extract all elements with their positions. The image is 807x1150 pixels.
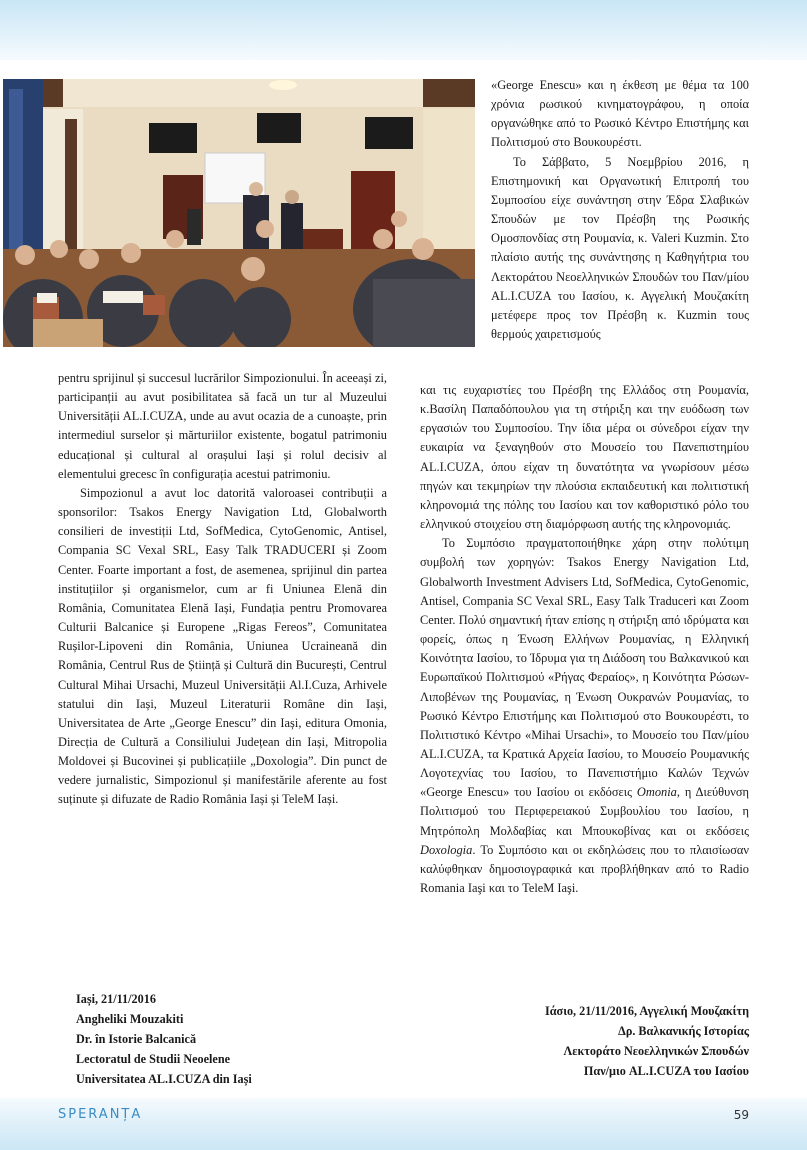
left-paragraph-1: pentru sprijinul și succesul lucrărilor Simpozionului. În aceeași zi, participanții au avut posibilitatea să facă un tur al Muzeului Universității AL.I.CUZA, unde au avut ocazia de a cunoaște, prin intermediul surselor și mărturiilor existente, bogatul patrimoniu educațional și cultural al orașului Iași și rolul decisiv al elementului grecesc în configurația acestui patrimoniu. (58, 371, 387, 481)
signature-left-line-2: Angheliki Mouzakiti (76, 1012, 184, 1026)
signature-left-line-1: Iași, 21/11/2016 (76, 992, 156, 1006)
right-paragraph-3-c: . Το Συμπόσιο και οι εκδηλώσεις που το πλαισίωσαν καλύφθηκαν δημοσιογραφικά και προβλήθηκαν από το Radio Romania Iaşi και το TeleM Iaşi. (420, 842, 749, 896)
signature-right-line-4: Παν/μιο AL.I.CUZA του Ιασίου (583, 1064, 749, 1078)
signature-left-line-3: Dr. în Istorie Balcanică (76, 1032, 197, 1046)
conference-photo (3, 79, 475, 347)
publisher-doxologia: Doxologia (420, 842, 473, 857)
right-paragraph-2-rest: και τις ευχαριστίες του Πρέσβη της Ελλάδος στη Ρουμανία, κ.Βασίλη Παπαδόπουλου για τη στήριξη και την ευόδωση των εργασιών του Συμποσίου. Την ίδια μέρα οι σύνεδροι είχαν την ευκαιρία να ξεναγηθούν στο Μουσείο του Πανεπιστημίου AL.I.CUZA, όπου είχαν τη δυνατότητα να γνωρίσουν μέσω πηγών και τεκμηρίων την πλούσια εκπαιδευτική και πολιτιστική κληρονομιά της πόλης του Ιασίου και τον καθοριστικό ρόλο του ελληνικού στοιχείου στη διαμόρφωση αυτής της κληρονομιάς. (420, 383, 749, 532)
header-band (0, 0, 807, 60)
left-paragraph-2: Simpozionul a avut loc datorită valoroasei contribuții a sponsorilor: Tsakos Energy Navigation Ltd, Globalworth consilieri de investiții Ltd, SofMedica, CytoGenomic, Antisel, Compania SC Vexal SRL, Easy Talk TRADUCERI și Zoom Center. Foarte important a fost, de asemenea, sprijinul din partea instituțiilor și organismelor, cum ar fi Uniunea Elenă din România, Comunitatea Elenă Iași, Fundația pentru Promovarea Culturii Balcanice și Europene „Rigas Fereos”, Comunitatea Rușilor-Lipoveni din România, Uniunea Ucraineană din România, Centrul Rus de Știință și Cultură din București, Centrul Cultural Mihai Ursachi, Muzeul Universității Al.I.Cuza, Arhivele statului din Iași, Muzeul Literaturii Române din Iași, Universitatea de Arte „George Enescu” din Iași, editura Omonia, Direcția de Cultură a Consiliului Județean din Iași, Mitropolia Moldovei și Bucovinei și publicațiile „Doxologia”. Din punct de vedere jurnalistic, Simpozionul și manifestările aferente au fost suținute și difuzate de Radio România Iași și TeleM Iași. (58, 485, 387, 807)
signature-right-line-1: Ιάσιο, 21/11/2016, Αγγελική Μουζακίτη (545, 1004, 749, 1018)
signature-left (76, 989, 252, 1089)
right-paragraph-1: «George Enescu» και η έκθεση με θέμα τα 100 χρόνια ρωσικού κινηματογράφου, η οποία οργανώθηκε από το Ρωσικό Κέντρο Επιστήμης και Πολιτισμού στο Βουκουρέστι. (491, 78, 749, 150)
signature-left-line-4: Lectoratul de Studii Neoelene (76, 1052, 231, 1066)
footer-band (0, 1098, 807, 1150)
publisher-omonia: Omonia (636, 785, 677, 800)
right-paragraph-3 (420, 534, 749, 898)
magazine-title: SPERANȚA (58, 1107, 143, 1122)
right-paragraph-3-b: , η Διεύθυνση Πολιτισμού του Περιφερειακού Συμβουλίου του Ιασίου, η Μητρόπολη Μολδαβίας και Μπουκοβίνας και οι εκδόσεις (420, 785, 750, 838)
conference-photo-icon (3, 79, 475, 347)
right-paragraph-2-start: Το Σάββατο, 5 Νοεμβρίου 2016, η Επιστημονική και Οργανωτική Επιτροπή του Συμποσίου είχε συνάντηση στην Έδρα Σλαβικών Σπουδών με τον Πρέσβη της Ρωσικής Ομοσπονδίας στη Ρουμανία, κ. Valeri Kuzmin. Στο πλαίσιο αυτής της συνάντησης η Καθηγήτρια του Λεκτοράτου Νεοελληνικών Σπουδών του Παν/μίου AL.I.CUZA του Ιασίου, κ. Αγγελική Μουζακίτη μετέφερε προς τον Πρέσβη κ. Kuzmin τους θερμούς χαιρετισμούς (491, 154, 749, 342)
right-column-main (420, 381, 749, 898)
signature-right-line-2: Δρ. Βαλκανικής Ιστορίας (618, 1024, 749, 1038)
right-paragraph-3-a: Το Συμπόσιο πραγματοποιήθηκε χάρη στην πολύτιμη συμβολή των χορηγών: Tsakos Energy Navigation Ltd, Globalworth Investment Advisers Ltd, SofMedica, CytoGenomic, Antisel, Compania SC Vexal SRL, Easy Talk Traduceri και Zoom Center. Πολύ σημαντική ήταν επίσης η στήριξη από ιδρύματα και φορείς, όπως η Ένωση Ελλήνων Ρουμανίας, η Ελληνική Κοινότητα Ιασίου, το Ίδρυμα για τη Διάδοση του Βαλκανικού και Ευρωπαϊκού Πολιτισμού «Ρήγας Φεραίος», η Κοινότητα Ρώσων-Λιποβένων της Ρουμανίας, η Ένωση Ουκρανών Ρουμανίας, το Ρωσικό Κέντρο Επιστήμης και Πολιτισμού στο Βουκουρέστι, το Πολιτιστικό Κέντρο «Mihai Ursachi», το Μουσείο του Παν/μίου AL.I.CUZA, τα Κρατικά Αρχεία Ιασίου, το Μουσείο Ρουμανικής Λογοτεχνίας του Ιασίου, το Πανεπιστήμιο Καλών Τεχνών «George Enescu» του Ιασίου οι εκδόσεις (420, 536, 749, 800)
signature-right (545, 1001, 749, 1081)
signature-left-line-5: Universitatea AL.I.CUZA din Iași (76, 1072, 252, 1086)
right-column-top (491, 76, 749, 344)
signature-right-line-3: Λεκτοράτο Νεοελληνικών Σπουδών (563, 1044, 749, 1058)
page-number: 59 (733, 1108, 749, 1122)
left-column (58, 369, 387, 810)
